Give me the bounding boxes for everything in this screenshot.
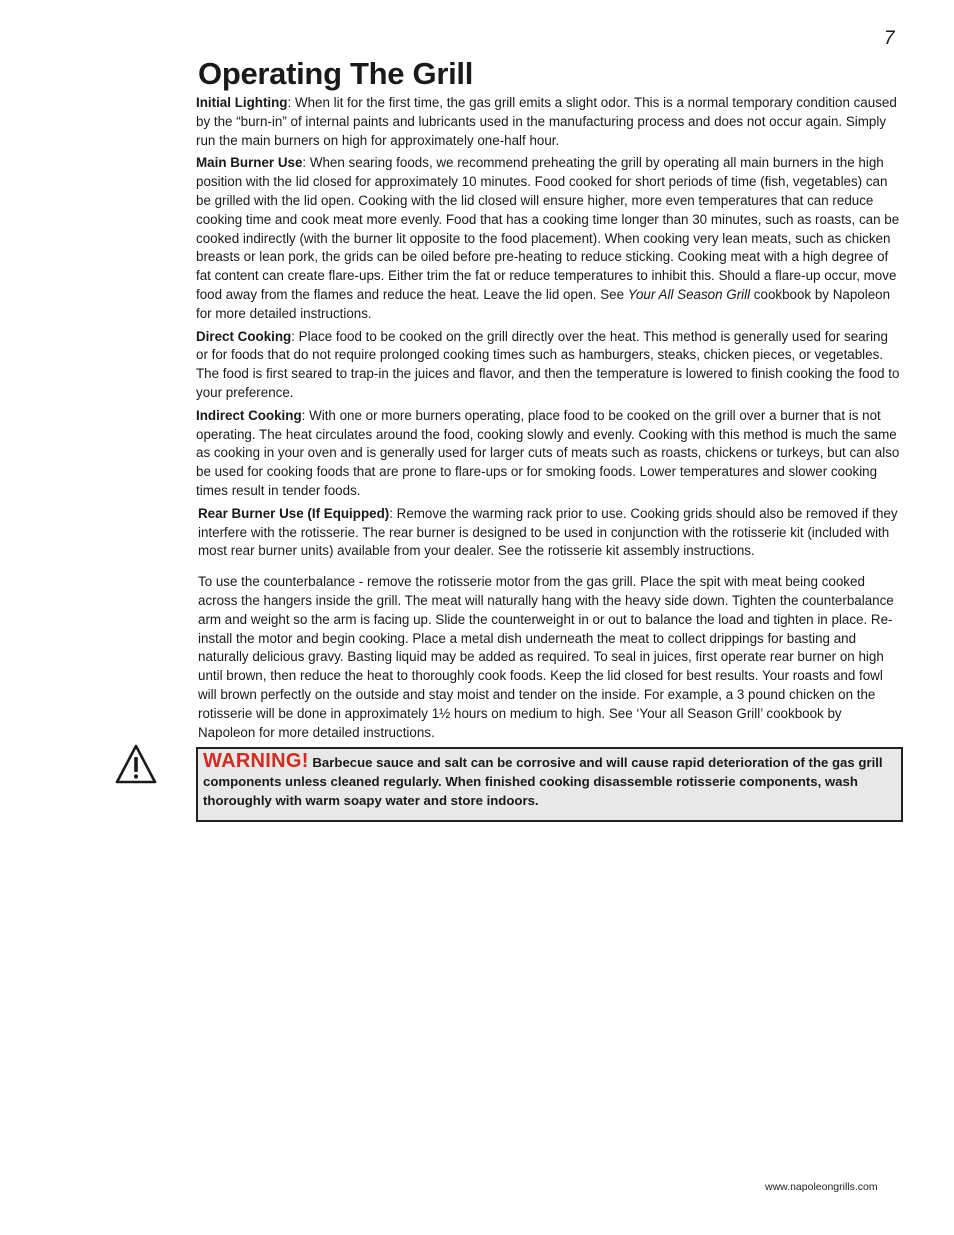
heading-rear-burner: Rear Burner Use (If Equipped) bbox=[198, 505, 390, 521]
page-number: 7 bbox=[884, 28, 895, 49]
text-main-burner: : When searing foods, we recommend preheating the grill by operating all main burners in the high position with the lid closed for approximately 10 minutes. Food cooked for short periods of time (fish, vegetables) can be grilled with the lid open. Cooking with the lid closed will ensure higher, more even temperatures that can reduce cooking time and cook meat more evenly. Food that has a cooking time longer than 30 minutes, such as roasts, can be cooked indirectly (with the burner lit opposite to the food placement). When cooking very lean meats, such as chicken breasts or lean pork, the grids can be oiled before pre-heating to reduce sticking. Cooking meat with a high degree of fat content can create flare-ups. Either trim the fat or reduce temperatures to inhibit this. Should a flare-up occur, move food away from the flames and reduce the heat. Leave the lid open. See bbox=[196, 155, 900, 302]
paragraph-rear-burner bbox=[198, 505, 900, 561]
heading-indirect-cooking: Indirect Cooking bbox=[196, 407, 302, 423]
paragraph-counterbalance: To use the counterbalance - remove the rotisserie motor from the gas grill. Place the spit with meat being cooked across the hangers inside the grill. The meat will naturally hang with the heavy side down. Tighten the counterbalance arm and weight so the arm is facing up. Slide the counterweight in or out to balance the load and tighten in place. Re-install the motor and begin cooking. Place a metal dish underneath the meat to collect drippings for basting and naturally delicious gravy. Basting liquid may be added as required. To seal in juices, first operate rear burner on high until brown, then reduce the heat to thoroughly cook foods. Keep the lid closed for best results. Your roasts and fowl will brown perfectly on the outside and stay moist and tender on the inside. For example, a 3 pound chicken on the rotisserie will be done in approximately 1½ hours on medium to high. See ‘Your all Season Grill’ cookbook by Napoleon for more detailed instructions. bbox=[198, 574, 894, 740]
main-content bbox=[196, 94, 900, 746]
paragraph-initial-lighting bbox=[196, 94, 900, 150]
page-title: Operating The Grill bbox=[198, 56, 474, 91]
warning-triangle-icon bbox=[115, 743, 157, 785]
text-initial-lighting: : When lit for the first time, the gas grill emits a slight odor. This is a normal temporary condition caused by the “burn-in” of internal paints and lubricants used in the manufacturing process and does not occur again. Simply run the main burners on high for approximately one-half hour. bbox=[196, 95, 897, 148]
warning-label: WARNING! bbox=[203, 750, 309, 772]
paragraph-indirect-cooking bbox=[196, 407, 900, 501]
book-title: Your All Season Grill bbox=[627, 286, 751, 302]
text-main-burner-end: cookbook by Napoleon for more detailed instructions. bbox=[196, 286, 891, 321]
warning-box bbox=[196, 747, 903, 822]
paragraph-direct-cooking bbox=[196, 328, 900, 403]
warning-text: Barbecue sauce and salt can be corrosive and will cause rapid deterioration of the gas grill components unless cleaned regularly. When finished cooking disassemble rotisserie components, wash thoroughly with warm soapy water and store indoors. bbox=[203, 755, 883, 808]
heading-initial-lighting: Initial Lighting bbox=[196, 95, 288, 110]
heading-main-burner: Main Burner Use bbox=[196, 155, 303, 171]
text-indirect-cooking: : With one or more burners operating, place food to be cooked on the grill over a burner that is not operating. The heat circulates around the food, cooking slowly and evenly. Cooking with this method is much the same as cooking in your oven and is generally used for larger cuts of meats such as roasts, chickens or turkeys, but can also be used for cooking foods that are prone to flare-ups or for smoking foods. Lower temperatures and slower cooking times result in tender foods. bbox=[196, 407, 900, 498]
text-direct-cooking: : Place food to be cooked on the grill directly over the heat. This method is generally used for searing or for foods that do not require prolonged cooking times such as hamburgers, steaks, chicken pieces, or vegetables. The food is first seared to trap-in the juices and flavor, and then the temperature is lowered to finish cooking the food to your preference. bbox=[196, 328, 900, 400]
footer-url: www.napoleongrills.com bbox=[765, 1181, 878, 1193]
text-rear-burner: : Remove the warming rack prior to use. Cooking grids should also be removed if they interfere with the rotisserie. The rear burner is designed to be used in conjunction with the rotisserie kit (included with most rear burner units) available from your dealer. See the rotisserie kit assembly instructions. bbox=[198, 505, 898, 559]
paragraph-main-burner bbox=[196, 154, 900, 323]
heading-direct-cooking: Direct Cooking bbox=[196, 328, 292, 344]
